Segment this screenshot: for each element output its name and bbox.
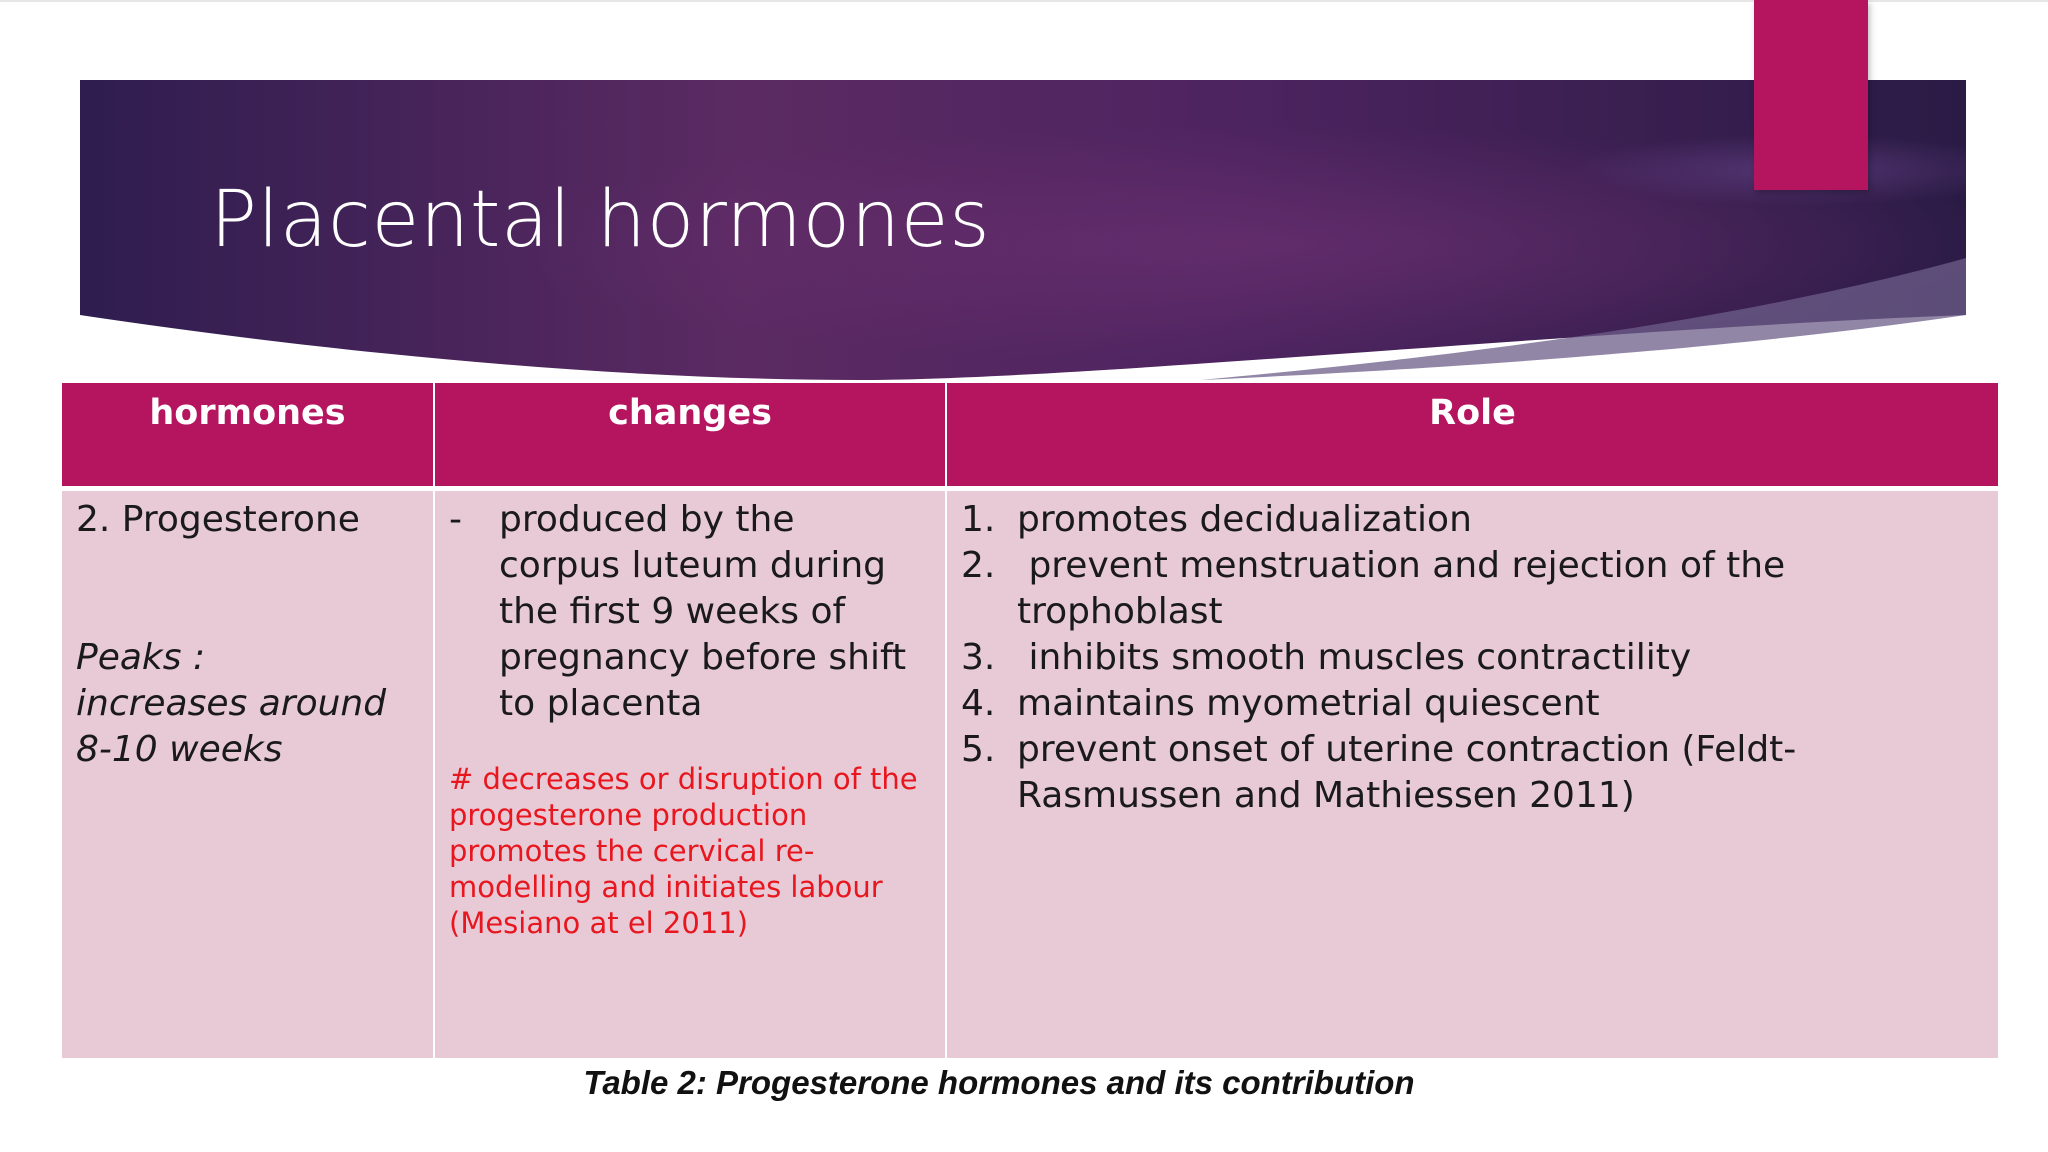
hormone-name: 2. Progesterone <box>76 499 360 540</box>
changes-item <box>449 497 931 727</box>
peaks-line: increases around <box>76 683 387 724</box>
changes-text <box>499 497 906 727</box>
note-line: # decreases or disruption of the <box>449 762 918 796</box>
table-row <box>62 489 1998 1059</box>
table-caption: Table 2: Progesterone hormones and its contribution <box>583 1064 1415 1101</box>
role-cell <box>946 489 1998 1059</box>
hormone-peaks <box>76 635 419 773</box>
role-text: prevent onset of uterine contraction (Feldt- <box>1017 729 1797 770</box>
role-number: 3. <box>961 637 996 678</box>
role-text: promotes decidualization <box>1017 499 1472 540</box>
note-line: (Mesiano at el 2011) <box>449 906 749 940</box>
changes-cell <box>434 489 946 1059</box>
role-number: 2. <box>961 545 996 586</box>
peaks-line: Peaks : <box>76 637 206 678</box>
role-number: 1. <box>961 499 996 540</box>
role-text: inhibits smooth muscles contractility <box>1017 637 1692 678</box>
role-item <box>961 727 1984 819</box>
header-hormones: hormones <box>62 383 434 489</box>
role-list <box>961 497 1984 819</box>
peaks-line: 8-10 weeks <box>76 729 283 770</box>
top-border <box>0 0 2048 2</box>
hormone-cell <box>62 489 434 1059</box>
changes-line: produced by the <box>499 499 795 540</box>
note-line: promotes the cervical re- <box>449 834 815 868</box>
note-line: progesterone production <box>449 798 808 832</box>
table-header-row <box>62 383 1998 489</box>
hormone-table <box>62 383 1998 1058</box>
role-item <box>961 681 1984 727</box>
role-number: 5. <box>961 729 996 770</box>
note-line: modelling and initiates labour <box>449 870 883 904</box>
dash-marker: - <box>449 499 462 540</box>
role-text: prevent menstruation and rejection of the <box>1017 545 1786 586</box>
role-number: 4. <box>961 683 996 724</box>
role-text: Rasmussen and Mathiessen 2011) <box>1017 775 1635 816</box>
role-item <box>961 543 1984 635</box>
changes-note <box>449 761 931 941</box>
header-role: Role <box>946 383 1998 489</box>
role-text: trophoblast <box>1017 591 1223 632</box>
header-changes: changes <box>434 383 946 489</box>
changes-line: the first 9 weeks of <box>499 591 846 632</box>
accent-tab <box>1754 0 1868 190</box>
role-item <box>961 635 1984 681</box>
role-item <box>961 497 1984 543</box>
role-text: maintains myometrial quiescent <box>1017 683 1600 724</box>
changes-line: pregnancy before shift <box>499 637 907 678</box>
changes-line: corpus luteum during <box>499 545 887 586</box>
changes-line: to placenta <box>499 683 703 724</box>
slide-title: Placental hormones <box>210 175 991 265</box>
